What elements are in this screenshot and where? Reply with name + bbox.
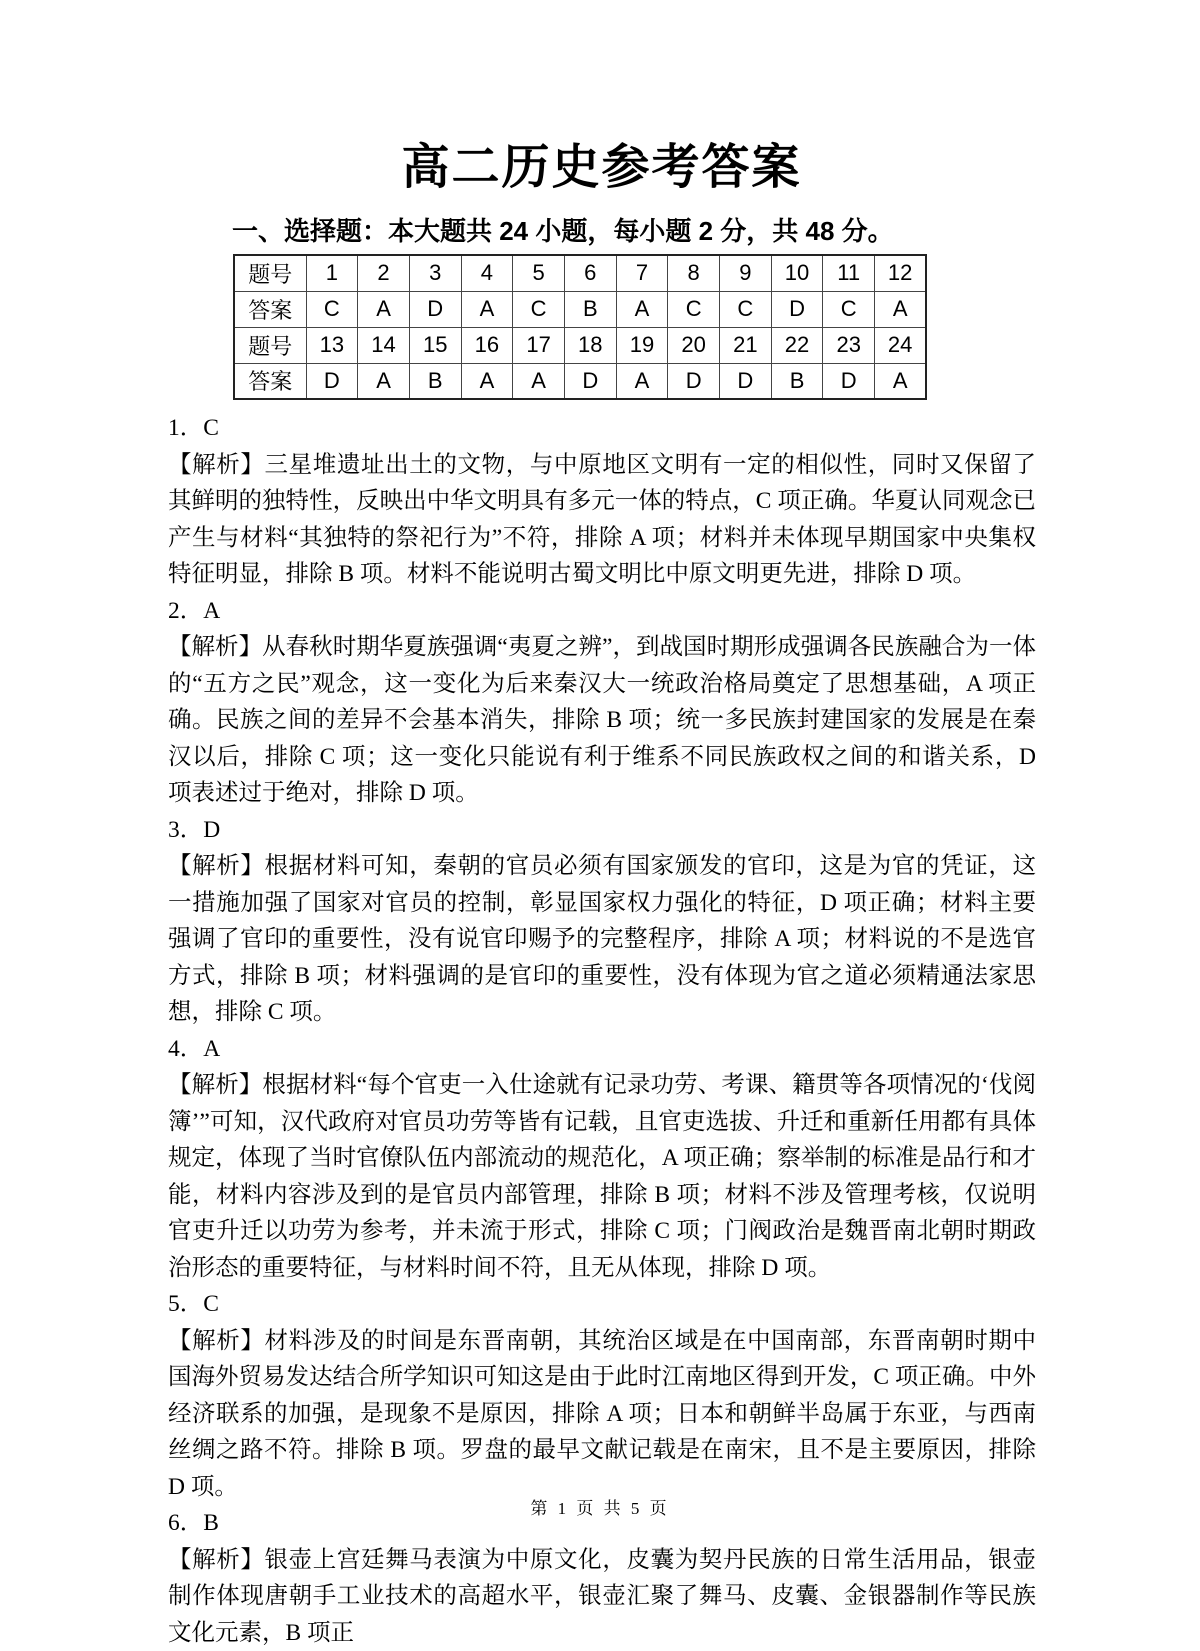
row-header-cell: 答案 bbox=[234, 291, 306, 327]
answer-cell: 2 bbox=[358, 255, 410, 291]
answer-cell: 18 bbox=[564, 327, 616, 363]
answer-cell: 17 bbox=[513, 327, 565, 363]
section-heading: 一、选择题：本大题共 24 小题，每小题 2 分，共 48 分。 bbox=[232, 211, 1035, 248]
answer-cell: D bbox=[409, 291, 461, 327]
answer-cell: B bbox=[409, 363, 461, 399]
row-header-cell: 题号 bbox=[234, 327, 306, 363]
answer-cell: 12 bbox=[875, 255, 927, 291]
answer-cell: C bbox=[306, 291, 358, 327]
answer-cell: C bbox=[720, 291, 772, 327]
question-answer-label: 3．D bbox=[168, 812, 1036, 849]
answer-cell: A bbox=[461, 291, 513, 327]
answer-cell: 15 bbox=[409, 327, 461, 363]
answer-cell: B bbox=[771, 363, 823, 399]
answer-cell: A bbox=[616, 291, 668, 327]
question-explanation: 【解析】三星堆遗址出土的文物，与中原地区文明有一定的相似性，同时又保留了其鲜明的独特性，反映出中华文明具有多元一体的特点，C 项正确。华夏认同观念已产生与材料“其独特的祭祀行为”不符，排除 A 项；材料并未体现早期国家中央集权特征明显，排除 B 项。材料不能说明古蜀文明比中原文明更先进，排除 D 项。 bbox=[168, 447, 1036, 593]
answer-cell: 6 bbox=[564, 255, 616, 291]
answer-cell: 21 bbox=[720, 327, 772, 363]
question-item bbox=[168, 1505, 1036, 1651]
answer-cell: 1 bbox=[306, 255, 358, 291]
answer-cell: A bbox=[513, 363, 565, 399]
answer-cell: 23 bbox=[823, 327, 875, 363]
question-answer-label: 1．C bbox=[168, 410, 1036, 447]
question-item bbox=[168, 1031, 1036, 1287]
row-header-cell: 答案 bbox=[234, 363, 306, 399]
question-answer-label: 4．A bbox=[168, 1031, 1036, 1068]
answer-cell: 19 bbox=[616, 327, 668, 363]
answer-cell: 13 bbox=[306, 327, 358, 363]
answer-cell: B bbox=[564, 291, 616, 327]
question-explanation: 【解析】根据材料“每个官吏一入仕途就有记录功劳、考课、籍贯等各项情况的‘伐阅簿’”可知，汉代政府对官员功劳等皆有记载，且官吏选拔、升迁和重新任用都有具体规定，体现了当时官僚队伍内部流动的规范化，A 项正确；察举制的标准是品行和才能，材料内容涉及到的是官员内部管理，排除 B 项；材料不涉及管理考核，仅说明官吏升迁以功劳为参考，并未流于形式，排除 C 项；门阀政治是魏晋南北朝时期政治形态的重要特征，与材料时间不符，且无从体现，排除 D 项。 bbox=[168, 1067, 1036, 1286]
answer-cell: 8 bbox=[668, 255, 720, 291]
question-list bbox=[168, 410, 1036, 1651]
answer-cell: 20 bbox=[668, 327, 720, 363]
question-explanation: 【解析】银壶上宫廷舞马表演为中原文化，皮囊为契丹民族的日常生活用品，银壶制作体现唐朝手工业技术的高超水平，银壶汇聚了舞马、皮囊、金银器制作等民族文化元素，B 项正 bbox=[168, 1542, 1036, 1651]
question-explanation: 【解析】材料涉及的时间是东晋南朝，其统治区域是在中国南部，东晋南朝时期中国海外贸易发达结合所学知识可知这是由于此时江南地区得到开发，C 项正确。中外经济联系的加强，是现象不是原因，排除 A 项；日本和朝鲜半岛属于东亚，与西南丝绸之路不符。排除 B 项。罗盘的最早文献记载是在南宋，且不是主要原因，排除 D 项。 bbox=[168, 1323, 1036, 1506]
answer-cell: D bbox=[564, 363, 616, 399]
answer-cell: 16 bbox=[461, 327, 513, 363]
answer-cell: A bbox=[358, 291, 410, 327]
question-answer-label: 2．A bbox=[168, 593, 1036, 630]
answer-cell: D bbox=[668, 363, 720, 399]
question-item bbox=[168, 812, 1036, 1031]
answer-cell: D bbox=[306, 363, 358, 399]
answer-cell: A bbox=[616, 363, 668, 399]
answer-cell: C bbox=[823, 291, 875, 327]
answer-cell: A bbox=[875, 291, 927, 327]
question-item bbox=[168, 1286, 1036, 1505]
answer-table-row bbox=[234, 291, 926, 327]
answer-table bbox=[233, 254, 927, 400]
answer-cell: 5 bbox=[513, 255, 565, 291]
answer-cell: 24 bbox=[875, 327, 927, 363]
answer-table-row bbox=[234, 255, 926, 291]
answer-cell: A bbox=[358, 363, 410, 399]
question-explanation: 【解析】根据材料可知，秦朝的官员必须有国家颁发的官印，这是为官的凭证，这一措施加强了国家对官员的控制，彰显国家权力强化的特征，D 项正确；材料主要强调了官印的重要性，没有说官印赐予的完整程序，排除 A 项；材料说的不是选官方式，排除 B 项；材料强调的是官印的重要性，没有体现为官之道必须精通法家思想，排除 C 项。 bbox=[168, 848, 1036, 1031]
answer-cell: D bbox=[720, 363, 772, 399]
answer-cell: 3 bbox=[409, 255, 461, 291]
answer-cell: 10 bbox=[771, 255, 823, 291]
answer-table-body bbox=[234, 255, 926, 399]
answer-cell: C bbox=[513, 291, 565, 327]
answer-cell: A bbox=[461, 363, 513, 399]
answer-cell: 11 bbox=[823, 255, 875, 291]
answer-cell: D bbox=[771, 291, 823, 327]
answer-cell: 4 bbox=[461, 255, 513, 291]
page-footer: 第 1 页 共 5 页 bbox=[0, 1494, 1200, 1519]
answer-table-row bbox=[234, 363, 926, 399]
answer-table-row bbox=[234, 327, 926, 363]
row-header-cell: 题号 bbox=[234, 255, 306, 291]
answer-cell: 22 bbox=[771, 327, 823, 363]
answer-cell: D bbox=[823, 363, 875, 399]
question-explanation: 【解析】从春秋时期华夏族强调“夷夏之辨”，到战国时期形成强调各民族融合为一体的“五方之民”观念，这一变化为后来秦汉大一统政治格局奠定了思想基础，A 项正确。民族之间的差异不会基本消失，排除 B 项；统一多民族封建国家的发展是在秦汉以后，排除 C 项；这一变化只能说有利于维系不同民族政权之间的和谐关系，D 项表述过于绝对，排除 D 项。 bbox=[168, 629, 1036, 812]
answer-cell: A bbox=[875, 363, 927, 399]
question-answer-label: 5．C bbox=[168, 1286, 1036, 1323]
answer-cell: C bbox=[668, 291, 720, 327]
answer-cell: 7 bbox=[616, 255, 668, 291]
question-item bbox=[168, 593, 1036, 812]
page-title: 高二历史参考答案 bbox=[168, 128, 1035, 197]
question-answer-label: 6．B bbox=[168, 1505, 1036, 1542]
answer-cell: 9 bbox=[720, 255, 772, 291]
question-item bbox=[168, 410, 1036, 593]
answer-cell: 14 bbox=[358, 327, 410, 363]
